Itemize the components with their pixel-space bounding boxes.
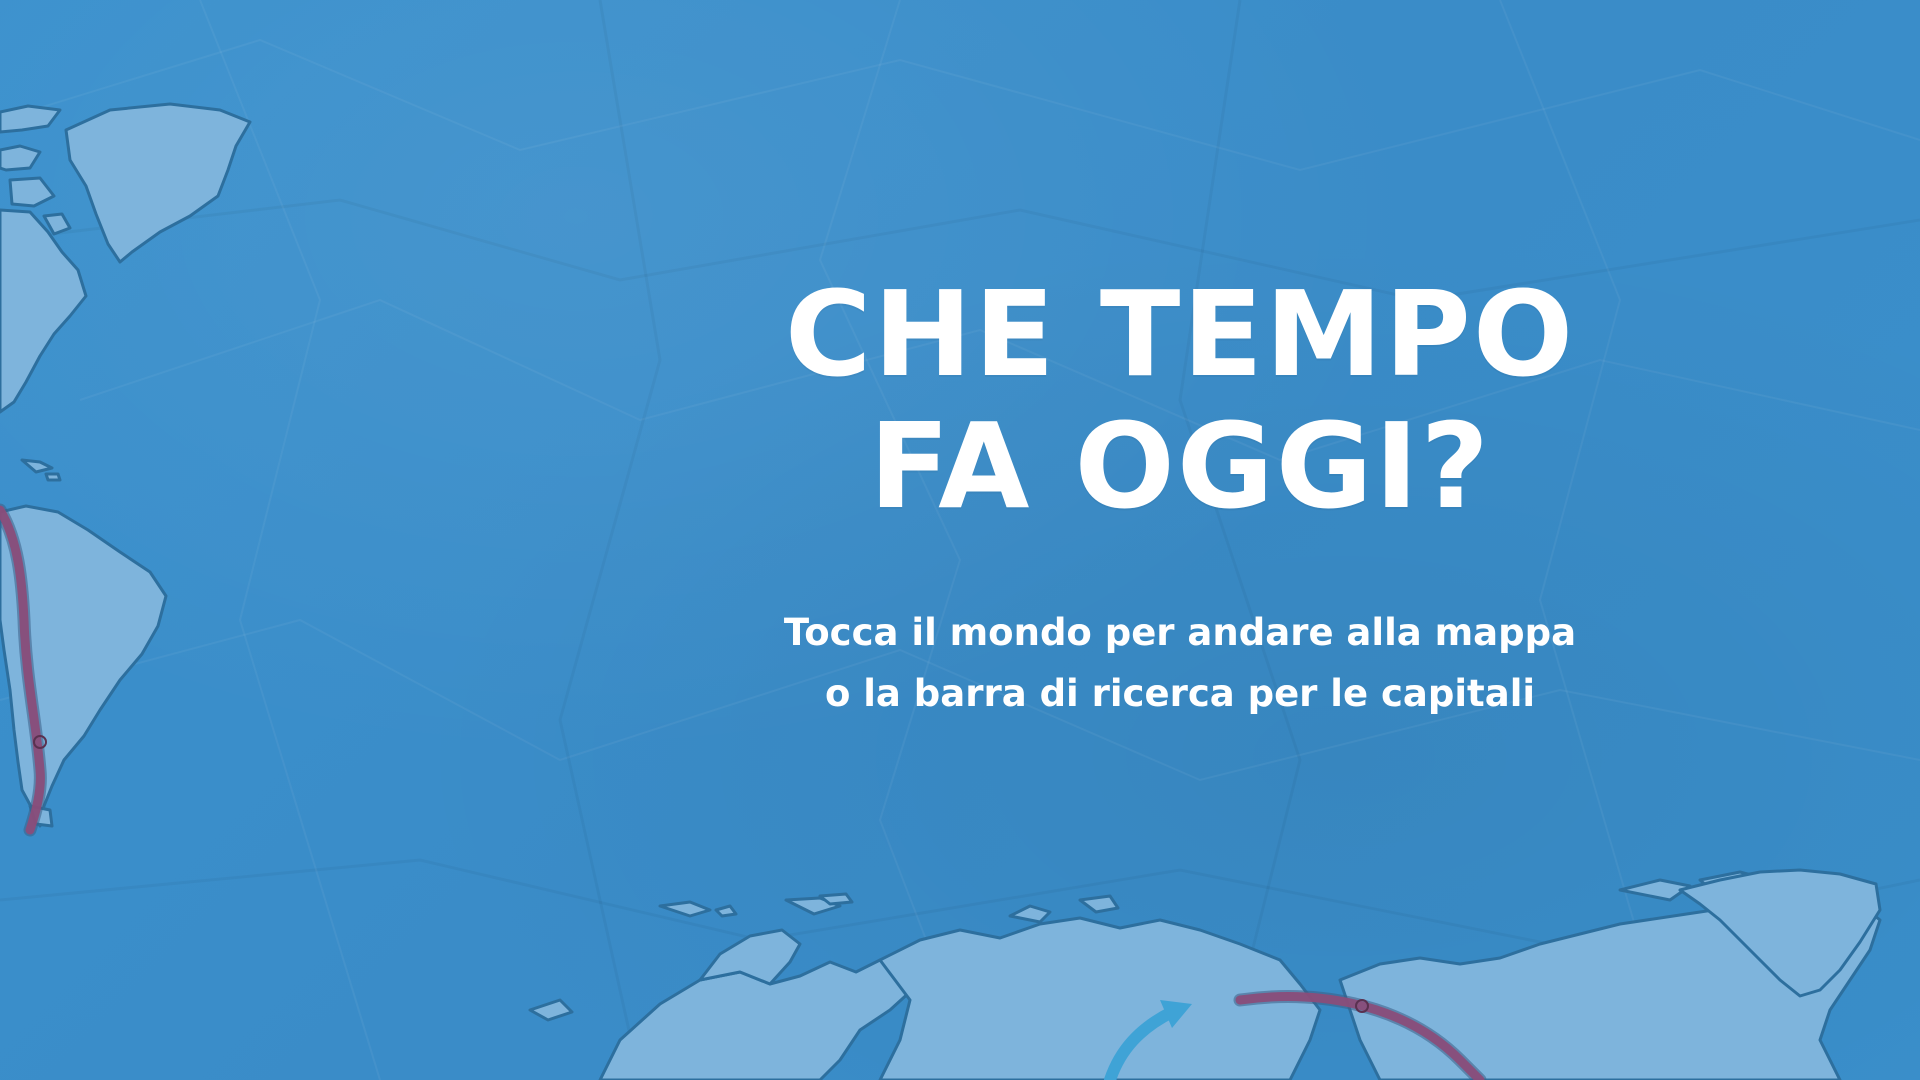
title-line-1: CHE TEMPO <box>784 265 1576 403</box>
page-title <box>780 265 1580 535</box>
instruction-line-2: o la barra di ricerca per le capitali <box>824 672 1536 715</box>
title-line-2: FA OGGI? <box>869 397 1491 535</box>
instruction-text <box>760 602 1600 724</box>
eurasia-map-icon[interactable] <box>530 870 1880 1080</box>
instruction-line-1: Tocca il mondo per andare alla mappa <box>783 611 1577 654</box>
